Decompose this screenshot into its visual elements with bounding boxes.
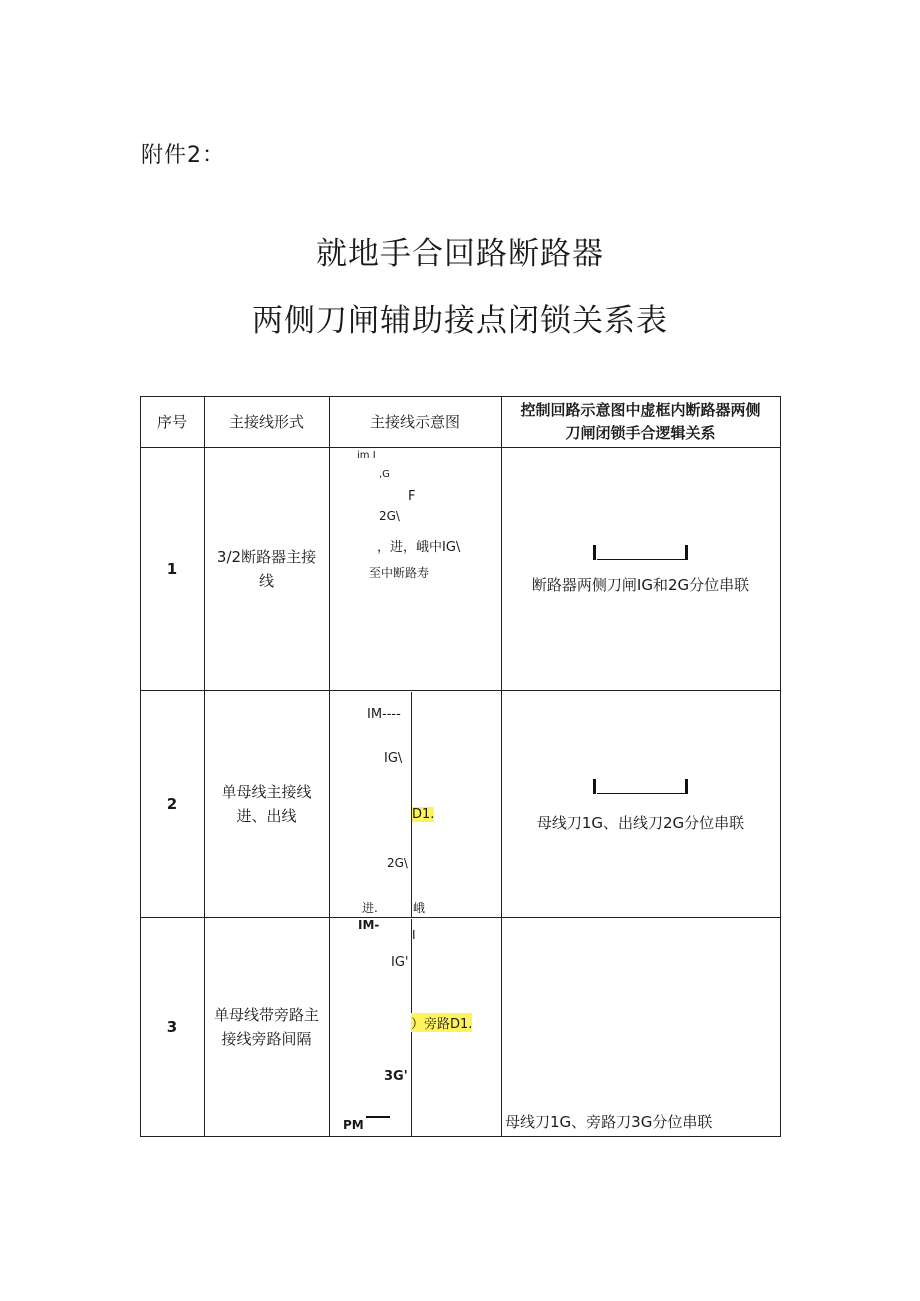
header-seq: 序号 — [156, 412, 187, 431]
row3-form: 单母线带旁路主 接线旁路间隔 — [213, 1005, 319, 1048]
row3-logic: 母线刀1G、旁路刀3G分位串联 — [505, 1113, 713, 1131]
title-line-1: 就地手合回路断路器 — [316, 236, 604, 272]
row3-bypass-bus-stroke — [366, 1116, 390, 1118]
row2-form: 单母线主接线 进、出线 — [221, 782, 312, 825]
row2-seq: 2 — [166, 794, 178, 813]
row2-logic: 母线刀1G、出线刀2G分位串联 — [536, 814, 745, 832]
attachment-label: 附件2： — [141, 143, 225, 168]
table-border-right — [780, 396, 781, 1137]
row1-logic: 断路器两侧刀闸IG和2G分位串联 — [531, 576, 750, 594]
column-divider-3 — [501, 396, 502, 1137]
row1-switch-symbol — [593, 545, 689, 561]
row1-form: 3/2断路器主接 线 — [216, 547, 317, 590]
header-diagram: 主接线示意图 — [369, 412, 460, 431]
title-line-2: 两侧刀闸辅助接点闭锁关系表 — [252, 303, 668, 339]
row2-switch-symbol — [593, 779, 689, 795]
header-form: 主接线形式 — [228, 412, 304, 431]
column-divider-2 — [329, 396, 330, 1137]
table-border-bottom — [140, 1136, 781, 1137]
row3-seq: 3 — [166, 1017, 178, 1036]
header-logic: 控制回路示意图中虚框内断路器两侧 刀闸闭锁手合逻辑关系 — [520, 400, 761, 442]
interlock-table: 序号 主接线形式 主接线示意图 控制回路示意图中虚框内断路器两侧 刀闸闭锁手合逻辑关系 1 3/2断路器主接 线 im I ,G F 2G\ ，进，峨中IG\ 至中断路寿 断路器两侧刀闸IG和2G分位串联 2 单母线主接线 进、出线 IM---- IG\ D1. 2G\ 进. 峨 母线刀1G、出线刀2G分位串联 3 单母线带旁路主 接线旁路间隔 IM- I IG' ）旁路D1. 3G' PM 母线刀1G、旁路刀3G分位串联 — [140, 396, 781, 1137]
row2-diagram-bus-line — [411, 692, 412, 917]
row1-seq: 1 — [166, 559, 178, 578]
